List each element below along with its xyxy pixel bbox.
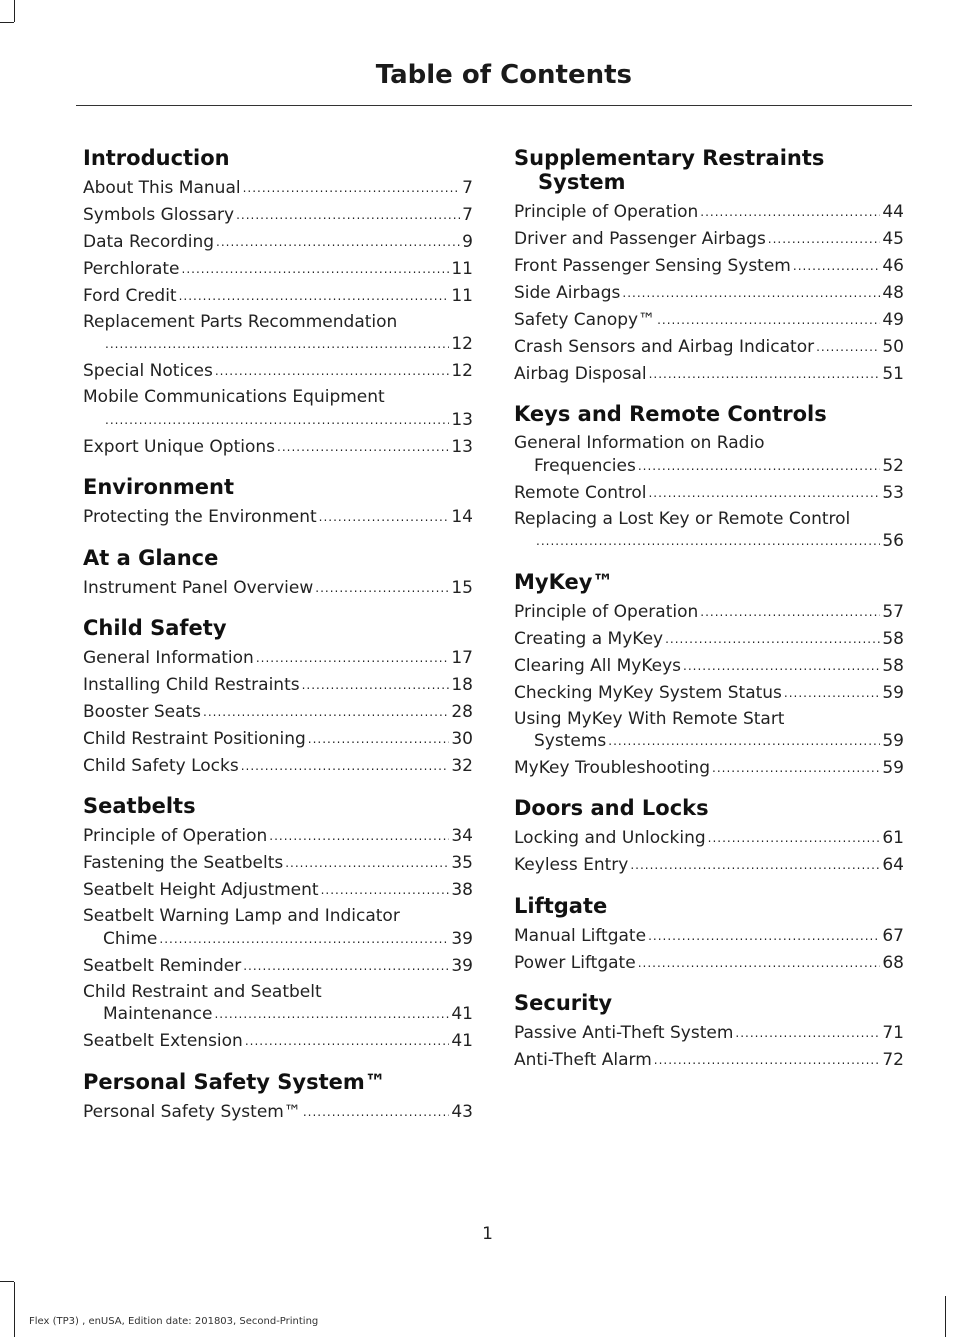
toc-entry[interactable] bbox=[514, 655, 904, 677]
toc-section bbox=[83, 1070, 473, 1123]
toc-page-number: 50 bbox=[882, 337, 904, 357]
dot-leader bbox=[654, 1049, 881, 1071]
toc-entry-title: Manual Liftgate bbox=[514, 925, 647, 946]
toc-entry[interactable] bbox=[514, 336, 904, 358]
toc-entry-title: Seatbelt Warning Lamp and Indicator bbox=[83, 906, 400, 927]
dot-leader bbox=[256, 647, 450, 669]
dot-leader bbox=[784, 682, 880, 704]
toc-entry-title: MyKey Troubleshooting bbox=[514, 758, 710, 779]
section-title: Liftgate bbox=[514, 893, 608, 918]
section-title: Seatbelts bbox=[83, 794, 196, 819]
toc-page-number: 67 bbox=[882, 925, 904, 946]
toc-entry-title: Seatbelt Reminder bbox=[83, 955, 242, 976]
toc-page-number: 53 bbox=[882, 482, 904, 503]
toc-entry-title: Power Liftgate bbox=[514, 952, 636, 973]
toc-entry-title: Principle of Operation bbox=[514, 202, 699, 222]
toc-entry[interactable] bbox=[83, 285, 473, 307]
toc-entry[interactable] bbox=[514, 1022, 904, 1044]
toc-entry-title: Anti-Theft Alarm bbox=[514, 1050, 652, 1071]
dot-leader bbox=[657, 309, 880, 331]
section-title: Child Safety bbox=[83, 616, 227, 641]
toc-entry[interactable] bbox=[514, 282, 904, 304]
toc-entry-title: Data Recording bbox=[83, 232, 215, 252]
dot-leader bbox=[630, 854, 880, 876]
toc-entry-title: Symbols Glossary bbox=[83, 205, 235, 225]
toc-page-number: 11 bbox=[451, 259, 473, 279]
toc-entry[interactable] bbox=[514, 255, 904, 277]
toc-section bbox=[83, 794, 473, 1052]
toc-page-number: 43 bbox=[451, 1101, 473, 1122]
toc-entry[interactable] bbox=[514, 709, 904, 753]
toc-entry[interactable] bbox=[83, 1030, 473, 1052]
dot-leader bbox=[315, 577, 449, 599]
toc-page-number: 11 bbox=[451, 286, 473, 306]
toc-entry-title: Ford Credit bbox=[83, 286, 177, 306]
toc-section bbox=[83, 146, 473, 458]
toc-entry[interactable] bbox=[83, 204, 473, 226]
toc-entry-title: Replacement Parts Recommendation bbox=[83, 312, 398, 332]
dot-leader bbox=[816, 336, 880, 358]
toc-entry-title: Seatbelt Height Adjustment bbox=[83, 880, 319, 901]
toc-entry-title: Instrument Panel Overview bbox=[83, 577, 314, 598]
toc-page-number: 48 bbox=[882, 283, 904, 303]
dot-leader bbox=[700, 201, 880, 223]
dot-leader bbox=[182, 258, 450, 280]
toc-entry-title: Principle of Operation bbox=[514, 601, 699, 622]
toc-entry-title: Special Notices bbox=[83, 361, 213, 382]
toc-page-number: 30 bbox=[451, 729, 473, 750]
dot-leader bbox=[105, 333, 449, 355]
section-title: Introduction bbox=[83, 146, 230, 170]
toc-page-number: 7 bbox=[462, 178, 473, 198]
toc-page-number: 9 bbox=[462, 232, 473, 252]
toc-column-right bbox=[514, 146, 904, 1089]
dot-leader bbox=[638, 455, 881, 477]
toc-entry[interactable] bbox=[83, 955, 473, 977]
toc-entry-title-continued: Maintenance bbox=[103, 1004, 213, 1025]
dot-leader bbox=[712, 757, 880, 779]
toc-entry-title: Installing Child Restraints bbox=[83, 675, 300, 696]
dot-leader bbox=[159, 928, 449, 950]
dot-leader bbox=[536, 530, 880, 552]
toc-page-number: 72 bbox=[882, 1050, 904, 1071]
toc-entry-title: Clearing All MyKeys bbox=[514, 655, 682, 676]
toc-entry-title-continued: Frequencies bbox=[534, 455, 636, 476]
toc-entry-title: Crash Sensors and Airbag Indicator bbox=[514, 337, 815, 357]
dot-leader bbox=[302, 674, 450, 696]
toc-entry-title: About This Manual bbox=[83, 178, 241, 198]
toc-entry-title: Creating a MyKey bbox=[514, 628, 664, 649]
toc-entry-title-continued: Chime bbox=[103, 928, 158, 949]
toc-page-number: 51 bbox=[882, 364, 904, 384]
toc-entry-title: Remote Control bbox=[514, 482, 647, 503]
toc-entry-title: Locking and Unlocking bbox=[514, 828, 706, 849]
toc-entry[interactable] bbox=[514, 757, 904, 779]
page-title: Table of Contents bbox=[375, 60, 632, 90]
toc-entry-title: General Information bbox=[83, 648, 254, 669]
toc-entry-title: Export Unique Options bbox=[83, 436, 276, 457]
toc-entry-title: Protecting the Environment bbox=[83, 507, 317, 528]
toc-section bbox=[514, 796, 904, 876]
dot-leader bbox=[236, 204, 460, 226]
dot-leader bbox=[105, 409, 449, 431]
toc-entry[interactable] bbox=[83, 982, 473, 1026]
toc-entry-title: Mobile Communications Equipment bbox=[83, 387, 385, 408]
toc-entry[interactable] bbox=[83, 436, 473, 458]
toc-entry[interactable] bbox=[83, 647, 473, 669]
dot-leader bbox=[245, 1030, 450, 1052]
toc-entry-title: General Information on Radio bbox=[514, 433, 765, 454]
dot-leader bbox=[648, 925, 880, 947]
dot-leader bbox=[683, 655, 880, 677]
footer-edition-info: Flex (TP3) , enUSA, Edition date: 201803, Second-Printing bbox=[29, 1316, 319, 1327]
dot-leader bbox=[735, 1022, 880, 1044]
toc-entry-title-continued: Systems bbox=[534, 731, 607, 752]
crop-mark-bottom-right bbox=[945, 1296, 946, 1337]
crop-mark-top-left bbox=[14, 0, 15, 22]
toc-entry[interactable] bbox=[514, 509, 904, 553]
dot-leader bbox=[700, 601, 880, 623]
toc-section bbox=[514, 146, 904, 385]
toc-entry[interactable] bbox=[514, 601, 904, 623]
toc-entry[interactable] bbox=[83, 506, 473, 528]
toc-page-number: 39 bbox=[451, 928, 473, 949]
toc-column-left bbox=[83, 146, 473, 1140]
dot-leader bbox=[638, 952, 881, 974]
toc-entry-title: Booster Seats bbox=[83, 702, 202, 723]
toc-section bbox=[83, 475, 473, 528]
toc-entry-title: Fastening the Seatbelts bbox=[83, 853, 284, 874]
toc-page-number: 68 bbox=[882, 952, 904, 973]
toc-page-number: 7 bbox=[462, 205, 473, 225]
toc-page-number: 34 bbox=[451, 826, 473, 847]
toc-section bbox=[514, 402, 904, 552]
toc-page-number: 59 bbox=[882, 682, 904, 703]
toc-page-number: 38 bbox=[451, 880, 473, 901]
dot-leader bbox=[215, 360, 450, 382]
dot-leader bbox=[216, 231, 460, 253]
section-title: At a Glance bbox=[83, 545, 219, 570]
toc-entry-title: Using MyKey With Remote Start bbox=[514, 708, 785, 729]
section-title: Supplementary Restraints System bbox=[514, 146, 825, 194]
crop-mark-bottom-left bbox=[14, 1282, 15, 1337]
toc-entry-title: Perchlorate bbox=[83, 259, 180, 279]
toc-page-number: 35 bbox=[451, 853, 473, 874]
toc-page-number: 41 bbox=[451, 1004, 473, 1025]
toc-entry[interactable] bbox=[514, 827, 904, 849]
toc-entry[interactable] bbox=[514, 228, 904, 250]
dot-leader bbox=[622, 282, 880, 304]
toc-page-number: 56 bbox=[882, 531, 904, 552]
dot-leader bbox=[243, 955, 449, 977]
section-title: Keys and Remote Controls bbox=[514, 402, 827, 427]
toc-entry[interactable] bbox=[83, 258, 473, 280]
toc-entry[interactable] bbox=[514, 628, 904, 650]
section-title: Doors and Locks bbox=[514, 796, 709, 821]
toc-entry-title: Side Airbags bbox=[514, 283, 621, 303]
toc-page-number: 41 bbox=[451, 1031, 473, 1052]
header bbox=[376, 60, 632, 90]
toc-entry[interactable] bbox=[83, 1101, 473, 1123]
dot-leader bbox=[708, 827, 881, 849]
toc-entry[interactable] bbox=[514, 952, 904, 974]
toc-page-number: 39 bbox=[451, 955, 473, 976]
toc-page-number: 12 bbox=[451, 361, 473, 382]
toc-section bbox=[83, 616, 473, 777]
toc-entry[interactable] bbox=[514, 363, 904, 385]
toc-entry-title: Safety Canopy™ bbox=[514, 310, 656, 330]
toc-entry-title: Front Passenger Sensing System bbox=[514, 256, 791, 276]
toc-entry-title: Principle of Operation bbox=[83, 826, 268, 847]
toc-section bbox=[514, 991, 904, 1071]
dot-leader bbox=[793, 255, 880, 277]
crop-mark-top-left-h bbox=[0, 22, 14, 23]
dot-leader bbox=[648, 482, 880, 504]
toc-entry-title: Airbag Disposal bbox=[514, 364, 647, 384]
toc-page-number: 59 bbox=[882, 758, 904, 779]
toc-page-number: 64 bbox=[882, 855, 904, 876]
toc-entry[interactable] bbox=[83, 312, 473, 356]
dot-leader bbox=[321, 879, 450, 901]
toc-page-number: 17 bbox=[451, 648, 473, 669]
dot-leader bbox=[665, 628, 880, 650]
toc-page-number: 13 bbox=[451, 409, 473, 430]
dot-leader bbox=[319, 506, 450, 528]
toc-section bbox=[83, 546, 473, 599]
dot-leader bbox=[308, 728, 450, 750]
dot-leader bbox=[768, 228, 881, 250]
toc-page-number: 59 bbox=[882, 731, 904, 752]
toc-page-number: 14 bbox=[451, 507, 473, 528]
toc-entry[interactable] bbox=[83, 852, 473, 874]
section-title: Environment bbox=[83, 475, 235, 500]
toc-entry-title: Checking MyKey System Status bbox=[514, 682, 782, 703]
toc-page-number: 32 bbox=[451, 756, 473, 777]
toc-entry[interactable] bbox=[83, 577, 473, 599]
toc-page-number: 13 bbox=[451, 436, 473, 457]
toc-entry[interactable] bbox=[83, 825, 473, 847]
toc-entry[interactable] bbox=[514, 309, 904, 331]
toc-entry-title: Child Restraint and Seatbelt bbox=[83, 981, 322, 1002]
toc-entry[interactable] bbox=[83, 387, 473, 431]
toc-entry-title: Child Restraint Positioning bbox=[83, 729, 306, 750]
toc-entry[interactable] bbox=[83, 755, 473, 777]
dot-leader bbox=[608, 730, 880, 752]
toc-entry[interactable] bbox=[83, 906, 473, 950]
toc-page-number: 18 bbox=[451, 675, 473, 696]
toc-entry[interactable] bbox=[514, 925, 904, 947]
toc-entry[interactable] bbox=[514, 854, 904, 876]
dot-leader bbox=[269, 825, 449, 847]
toc-entry[interactable] bbox=[83, 177, 473, 199]
toc-entry[interactable] bbox=[514, 1049, 904, 1071]
toc-entry-title: Seatbelt Extension bbox=[83, 1031, 243, 1052]
toc-page-number: 49 bbox=[882, 310, 904, 330]
toc-page-number: 52 bbox=[882, 455, 904, 476]
toc-entry[interactable] bbox=[514, 201, 904, 223]
toc-page-number: 44 bbox=[882, 202, 904, 222]
toc-page-number: 46 bbox=[882, 256, 904, 276]
page-number: 1 bbox=[482, 1224, 493, 1244]
toc-entry-title: Replacing a Lost Key or Remote Control bbox=[514, 508, 851, 529]
toc-entry[interactable] bbox=[514, 482, 904, 504]
toc-entry-title: Driver and Passenger Airbags bbox=[514, 229, 766, 249]
toc-entry[interactable] bbox=[514, 682, 904, 704]
toc-entry[interactable] bbox=[83, 231, 473, 253]
dot-leader bbox=[649, 363, 881, 385]
dot-leader bbox=[179, 285, 450, 307]
section-title: MyKey™ bbox=[514, 569, 614, 594]
toc-page-number: 15 bbox=[451, 577, 473, 598]
toc-page-number: 58 bbox=[882, 655, 904, 676]
section-title: Personal Safety System™ bbox=[83, 1069, 386, 1094]
dot-leader bbox=[243, 177, 461, 199]
toc-entry[interactable] bbox=[83, 360, 473, 382]
toc-page-number: 58 bbox=[882, 628, 904, 649]
toc-section bbox=[514, 570, 904, 780]
section-title: Security bbox=[514, 991, 613, 1016]
dot-leader bbox=[277, 436, 449, 458]
toc-page-number: 28 bbox=[451, 702, 473, 723]
toc-page-number: 57 bbox=[882, 601, 904, 622]
header-rule bbox=[76, 105, 912, 106]
toc-section bbox=[514, 894, 904, 974]
toc-entry[interactable] bbox=[83, 879, 473, 901]
dot-leader bbox=[214, 1003, 449, 1025]
crop-mark-bottom-left-h bbox=[0, 1281, 14, 1282]
toc-page-number: 71 bbox=[882, 1023, 904, 1044]
toc-entry[interactable] bbox=[83, 728, 473, 750]
toc-page-number: 61 bbox=[882, 828, 904, 849]
toc-page-number: 45 bbox=[882, 229, 904, 249]
toc-entry[interactable] bbox=[83, 701, 473, 723]
toc-entry-title: Passive Anti-Theft System bbox=[514, 1023, 734, 1044]
dot-leader bbox=[241, 755, 450, 777]
toc-entry-title: Keyless Entry bbox=[514, 855, 629, 876]
dot-leader bbox=[303, 1101, 450, 1123]
toc-entry-title: Personal Safety System™ bbox=[83, 1101, 301, 1122]
dot-leader bbox=[203, 701, 449, 723]
toc-entry-title: Child Safety Locks bbox=[83, 756, 239, 777]
toc-page-number: 12 bbox=[451, 334, 473, 355]
toc-entry[interactable] bbox=[514, 433, 904, 477]
toc-entry[interactable] bbox=[83, 674, 473, 696]
dot-leader bbox=[285, 852, 449, 874]
